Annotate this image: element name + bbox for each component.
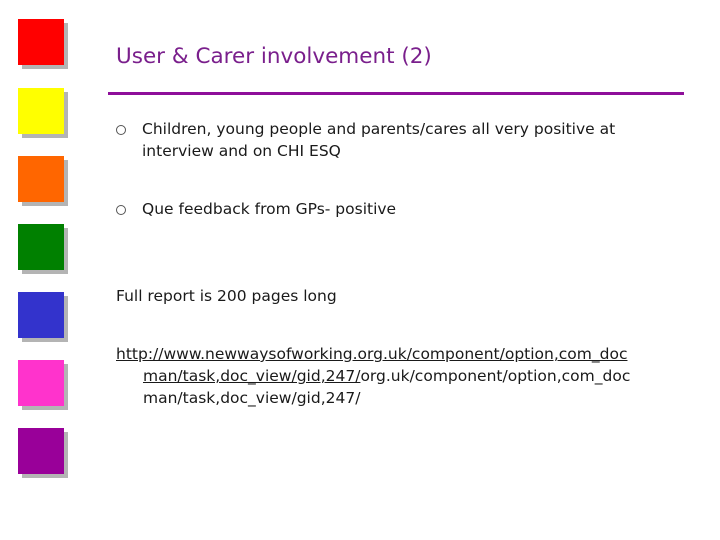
orange-square <box>18 156 64 202</box>
green-square <box>18 224 64 270</box>
hollow-circle-icon <box>116 125 126 135</box>
yellow-square <box>18 88 64 134</box>
report-link-paragraph <box>116 343 713 409</box>
blue-square <box>18 292 64 338</box>
slide-title: User & Carer involvement (2) <box>116 44 432 69</box>
red-square <box>18 19 64 65</box>
bullet-text: Que feedback from GPs- positive <box>142 200 397 218</box>
title-divider <box>108 92 684 95</box>
report-link[interactable]: http://www.newwaysofworking.org.uk/component/option,com_doc man/task,doc_view/gid,247/ <box>116 345 628 385</box>
bullet-text: Children, young people and parents/cares all very positive at interview and on CHI ESQ <box>142 120 616 160</box>
report-length-text: Full report is 200 pages long <box>116 287 337 305</box>
purple-square <box>18 428 64 474</box>
link-trailing-text: org.uk/component/option,com_doc man/task,doc_view/gid,247/ <box>143 367 631 407</box>
hollow-circle-icon <box>116 205 126 215</box>
pink-square <box>18 360 64 406</box>
